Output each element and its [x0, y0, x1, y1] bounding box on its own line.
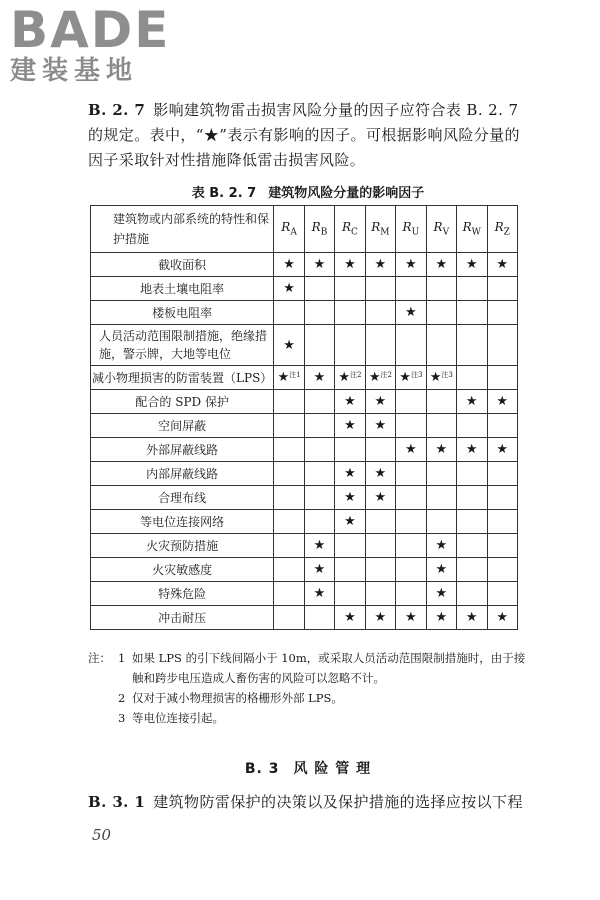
table-cell — [457, 277, 488, 301]
table-cell — [304, 366, 334, 390]
table-cell — [426, 462, 456, 486]
table-row — [91, 558, 518, 582]
note-number: 1 — [118, 651, 126, 665]
corner-header: 建筑物或内部系统的特性和保护措施 — [91, 206, 274, 253]
table-cell — [457, 462, 488, 486]
note-label: 注： — [88, 651, 111, 665]
table-cell — [274, 582, 304, 606]
table-cell — [426, 534, 456, 558]
table-cell — [335, 414, 365, 438]
table-row — [91, 534, 518, 558]
star-mark: ★$^{注3}$ — [429, 370, 453, 385]
table-cell — [487, 534, 517, 558]
table-cell — [426, 277, 456, 301]
star-mark: ★ — [465, 442, 478, 457]
table-cell — [365, 582, 396, 606]
table-cell — [457, 301, 488, 325]
table-cell — [487, 510, 517, 534]
table-cell — [365, 390, 396, 414]
table-cell — [457, 510, 488, 534]
star-mark: ★ — [496, 610, 509, 625]
row-label: 人员活动范围限制措施，绝缘措施，警示牌，大地等电位 — [91, 325, 274, 366]
table-cell — [426, 606, 456, 630]
table-cell — [457, 534, 488, 558]
col-header: $R_V$ — [426, 206, 456, 253]
star-mark: ★ — [374, 394, 387, 409]
note-ref: 注2 — [350, 371, 362, 379]
table-cell — [396, 253, 426, 277]
table-cell — [335, 606, 365, 630]
table-cell — [457, 486, 488, 510]
table-cell — [274, 253, 304, 277]
star-mark: ★ — [435, 610, 448, 625]
clause-number: B. 2. 7 — [88, 101, 146, 119]
section-title: 风 险 管 理 — [293, 761, 372, 777]
star-mark: ★$^{注2}$ — [368, 370, 392, 385]
table-cell — [457, 390, 488, 414]
star-mark: ★$^{注3}$ — [399, 370, 423, 385]
note-ref: 注1 — [289, 371, 301, 379]
table-row — [91, 438, 518, 462]
table-cell — [335, 253, 365, 277]
note-ref: 注2 — [380, 371, 392, 379]
star-mark: ★ — [405, 442, 417, 457]
note-item — [88, 708, 528, 728]
table-cell — [304, 301, 334, 325]
table-cell — [274, 558, 304, 582]
table-cell — [487, 277, 517, 301]
table-cell — [426, 325, 456, 366]
star-mark: ★ — [344, 257, 356, 272]
row-label: 外部屏蔽线路 — [91, 438, 274, 462]
row-label: 特殊危险 — [91, 582, 274, 606]
table-cell — [274, 534, 304, 558]
table-cell — [274, 366, 304, 390]
row-label: 减小物理损害的防雷装置（LPS） — [91, 366, 274, 390]
table-cell — [274, 325, 304, 366]
star-mark: ★$^{注2}$ — [338, 370, 362, 385]
star-mark: ★ — [435, 562, 448, 577]
note-number: 3 — [118, 711, 126, 725]
table-cell — [274, 486, 304, 510]
paragraph-b-3-1 — [88, 790, 528, 815]
table-cell — [487, 486, 517, 510]
logo — [10, 1, 180, 88]
table-cell — [487, 558, 517, 582]
table-cell — [426, 438, 456, 462]
star-mark: ★$^{注1}$ — [277, 370, 301, 385]
col-header: $R_A$ — [274, 206, 304, 253]
star-mark: ★ — [405, 305, 417, 320]
row-label: 内部屏蔽线路 — [91, 462, 274, 486]
star-mark: ★ — [465, 610, 478, 625]
note-ref: 注3 — [410, 371, 423, 379]
section-heading — [88, 758, 528, 778]
col-header: $R_M$ — [365, 206, 396, 253]
table-cell — [487, 438, 517, 462]
table-cell — [335, 301, 365, 325]
table-cell — [335, 486, 365, 510]
table-cell — [396, 390, 426, 414]
star-mark: ★ — [374, 418, 387, 433]
table-cell — [396, 366, 426, 390]
table-cell — [274, 438, 304, 462]
table-notes — [88, 648, 528, 728]
table-cell — [335, 462, 365, 486]
star-mark: ★ — [344, 490, 356, 505]
star-mark: ★ — [496, 257, 509, 272]
star-mark: ★ — [405, 610, 417, 625]
table-cell — [335, 366, 365, 390]
table-number: 表 B. 2. 7 — [191, 186, 257, 201]
table-cell — [365, 606, 396, 630]
star-mark: ★ — [374, 257, 387, 272]
table-cell — [487, 325, 517, 366]
table-cell — [274, 606, 304, 630]
table-header-row — [91, 206, 518, 253]
star-mark: ★ — [344, 466, 356, 481]
col-header: $R_Z$ — [487, 206, 517, 253]
table-cell — [426, 414, 456, 438]
table-cell — [304, 438, 334, 462]
table-cell — [304, 486, 334, 510]
table-row — [91, 390, 518, 414]
table-row — [91, 277, 518, 301]
table-cell — [335, 510, 365, 534]
table-cell — [426, 253, 456, 277]
table-cell — [426, 301, 456, 325]
table-cell — [274, 390, 304, 414]
table-cell — [396, 582, 426, 606]
table-row — [91, 462, 518, 486]
table-cell — [365, 438, 396, 462]
table-cell — [304, 582, 334, 606]
table-cell — [396, 277, 426, 301]
table-row — [91, 325, 518, 366]
table-cell — [426, 510, 456, 534]
table-cell — [457, 366, 488, 390]
page-number: 50 — [92, 826, 112, 844]
table-cell — [365, 253, 396, 277]
row-label: 配合的 SPD 保护 — [91, 390, 274, 414]
table-cell — [274, 510, 304, 534]
table-row — [91, 366, 518, 390]
table-cell — [274, 301, 304, 325]
table-cell — [487, 582, 517, 606]
table-title: 建筑物风险分量的影响因子 — [268, 186, 425, 201]
star-mark: ★ — [313, 370, 326, 385]
star-mark: ★ — [374, 610, 387, 625]
note-item — [88, 688, 528, 708]
table-row — [91, 486, 518, 510]
table-cell — [396, 510, 426, 534]
star-mark: ★ — [435, 538, 448, 553]
star-mark: ★ — [465, 394, 478, 409]
table-cell — [274, 277, 304, 301]
star-mark: ★ — [344, 394, 356, 409]
note-item — [88, 648, 528, 688]
table-cell — [274, 462, 304, 486]
table-cell — [426, 366, 456, 390]
star-mark: ★ — [496, 442, 509, 457]
logo-chinese: 建装基地 — [10, 56, 139, 86]
factor-table — [90, 205, 518, 630]
star-mark: ★ — [435, 442, 448, 457]
table-cell — [304, 534, 334, 558]
col-header: $R_C$ — [335, 206, 365, 253]
table-cell — [396, 301, 426, 325]
logo-wordmark: BADE — [10, 1, 171, 59]
table-cell — [365, 462, 396, 486]
row-label: 等电位连接网络 — [91, 510, 274, 534]
star-mark: ★ — [313, 562, 326, 577]
table-cell — [457, 438, 488, 462]
table-cell — [487, 414, 517, 438]
star-mark: ★ — [313, 586, 326, 601]
star-mark: ★ — [344, 514, 356, 529]
table-caption — [88, 182, 528, 201]
note-ref: 注3 — [441, 371, 453, 379]
table-cell — [304, 462, 334, 486]
table-cell — [426, 486, 456, 510]
table-cell — [457, 414, 488, 438]
table-cell — [335, 390, 365, 414]
clause-text: 影响建筑物雷击损害风险分量的因子应符合表 B. 2. 7 的规定。表中，“★”表示有影响的因子。可根据影响风险分量的因子采取针对性措施降低雷击损害风险。 — [88, 101, 520, 169]
table-cell — [396, 414, 426, 438]
table-cell — [335, 438, 365, 462]
table-cell — [487, 462, 517, 486]
table-cell — [457, 325, 488, 366]
col-header: $R_W$ — [457, 206, 488, 253]
star-mark: ★ — [283, 337, 295, 353]
row-label: 截收面积 — [91, 253, 274, 277]
col-header: $R_U$ — [396, 206, 426, 253]
table-row — [91, 582, 518, 606]
table-cell — [487, 253, 517, 277]
star-mark: ★ — [405, 257, 417, 272]
row-label: 地表土壤电阻率 — [91, 277, 274, 301]
table-cell — [335, 582, 365, 606]
table-cell — [304, 510, 334, 534]
table-row — [91, 253, 518, 277]
star-mark: ★ — [496, 394, 509, 409]
clause-text: 建筑物防雷保护的决策以及保护措施的选择应按以下程 — [153, 793, 523, 811]
table-cell — [335, 325, 365, 366]
table-cell — [365, 510, 396, 534]
star-mark: ★ — [374, 466, 387, 481]
table-row — [91, 414, 518, 438]
row-label: 火灾预防措施 — [91, 534, 274, 558]
row-label: 冲击耐压 — [91, 606, 274, 630]
table-cell — [426, 558, 456, 582]
star-mark: ★ — [313, 257, 326, 272]
star-mark: ★ — [465, 257, 478, 272]
table-cell — [365, 558, 396, 582]
table-cell — [304, 277, 334, 301]
table-cell — [304, 390, 334, 414]
paragraph-b-2-7 — [88, 98, 528, 173]
table-cell — [335, 534, 365, 558]
clause-number: B. 3. 1 — [88, 793, 146, 811]
table-body — [91, 253, 518, 630]
table-cell — [365, 277, 396, 301]
table-cell — [457, 582, 488, 606]
table-cell — [487, 390, 517, 414]
row-label: 火灾敏感度 — [91, 558, 274, 582]
star-mark: ★ — [344, 610, 356, 625]
row-label: 空间屏蔽 — [91, 414, 274, 438]
table-cell — [396, 438, 426, 462]
table-cell — [274, 414, 304, 438]
table-row — [91, 301, 518, 325]
star-mark: ★ — [283, 281, 295, 296]
table-cell — [365, 325, 396, 366]
row-label: 楼板电阻率 — [91, 301, 274, 325]
table-cell — [365, 414, 396, 438]
note-text: 仅对于减小物理损害的格栅形外部 LPS。 — [132, 691, 343, 705]
table-row — [91, 606, 518, 630]
table-cell — [396, 462, 426, 486]
table-cell — [304, 253, 334, 277]
note-text: 如果 LPS 的引下线间隔小于 10m，或采取人员活动范围限制措施时，由于接触和跨步电压造成人畜伤害的风险可以忽略不计。 — [132, 651, 526, 685]
row-label: 合理布线 — [91, 486, 274, 510]
star-mark: ★ — [435, 586, 448, 601]
note-text: 等电位连接引起。 — [132, 711, 224, 725]
star-mark: ★ — [283, 257, 295, 272]
table-row — [91, 510, 518, 534]
table-cell — [304, 325, 334, 366]
table-cell — [335, 558, 365, 582]
table-cell — [426, 390, 456, 414]
star-mark: ★ — [374, 490, 387, 505]
table-cell — [487, 606, 517, 630]
table-cell — [365, 486, 396, 510]
table-cell — [365, 366, 396, 390]
col-header: $R_B$ — [304, 206, 334, 253]
table-cell — [365, 534, 396, 558]
table-cell — [487, 366, 517, 390]
table-cell — [487, 301, 517, 325]
table-cell — [396, 325, 426, 366]
table-cell — [396, 606, 426, 630]
table-cell — [335, 277, 365, 301]
star-mark: ★ — [313, 538, 326, 553]
table-cell — [396, 486, 426, 510]
table-cell — [457, 606, 488, 630]
table-cell — [426, 582, 456, 606]
table-cell — [396, 534, 426, 558]
star-mark: ★ — [435, 257, 448, 272]
table-cell — [304, 606, 334, 630]
table-cell — [457, 558, 488, 582]
table-cell — [304, 558, 334, 582]
table-cell — [365, 301, 396, 325]
table-cell — [304, 414, 334, 438]
note-number: 2 — [118, 691, 126, 705]
table-cell — [457, 253, 488, 277]
table-cell — [396, 558, 426, 582]
star-mark: ★ — [344, 418, 356, 433]
section-number: B. 3 — [244, 761, 280, 777]
